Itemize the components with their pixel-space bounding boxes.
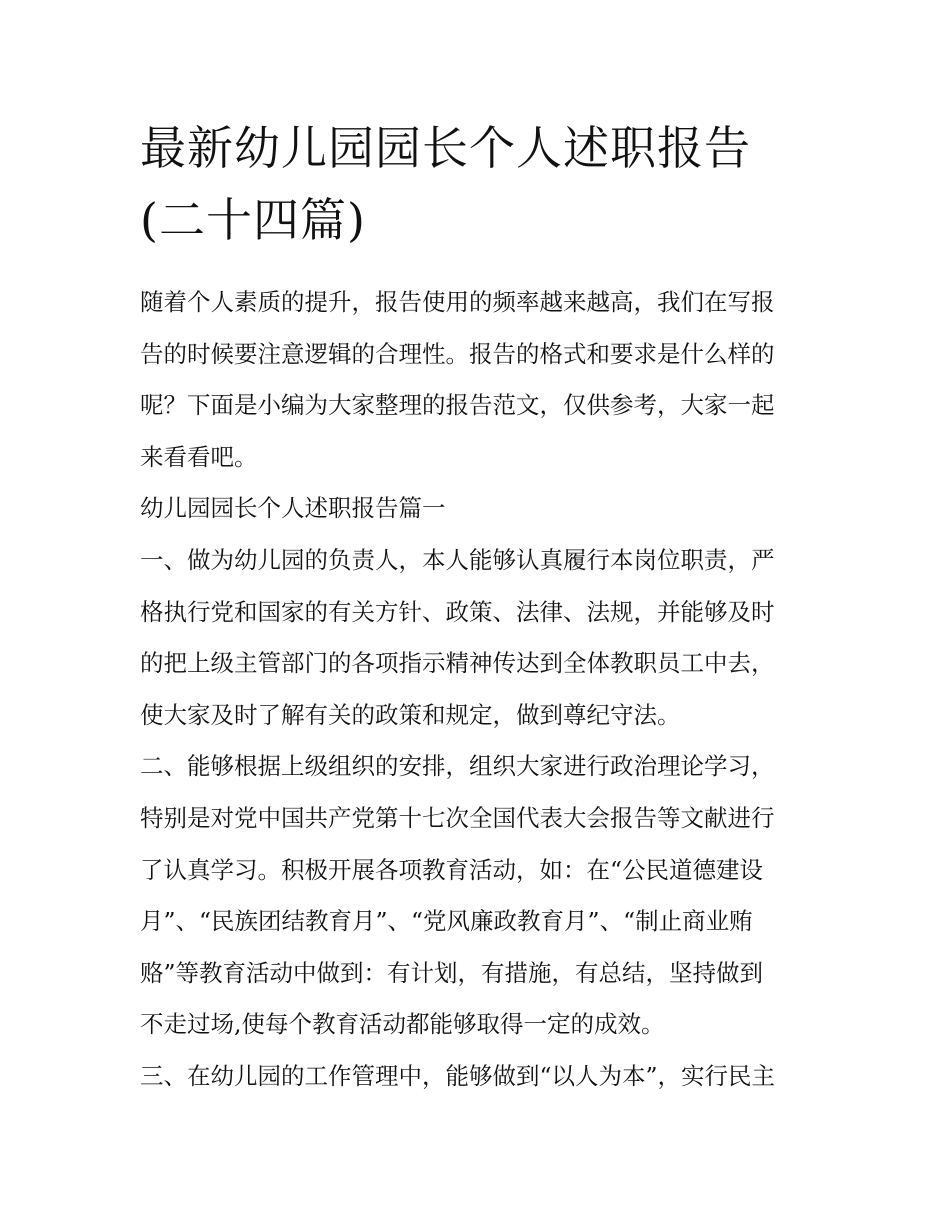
body-line: 使大家及时了解有关的政策和规定，做到尊纪守法。 [140, 700, 681, 729]
section-heading: 幼儿园园长个人述职报告篇一 [140, 494, 446, 523]
body-line: 了认真学习。积极开展各项教育活动，如：在“公民道德建设 [140, 855, 764, 884]
body-line: 二、能够根据上级组织的安排，组织大家进行政治理论学习， [140, 752, 775, 781]
body-line: 一、做为幼儿园的负责人，本人能够认真履行本岗位职责，严 [140, 545, 775, 574]
title-line-2: (二十四篇) [140, 193, 366, 247]
body-line: 随着个人素质的提升，报告使用的频率越来越高，我们在写报 [140, 288, 775, 316]
body-line: 来看看吧。 [140, 442, 258, 471]
body-line: 的把上级主管部门的各项指示精神传达到全体教职员工中去， [140, 649, 775, 678]
body-line: 格执行党和国家的有关方针、政策、法律、法规，并能够及时 [140, 597, 775, 626]
document-title [140, 112, 820, 256]
body-line: 特别是对党中国共产党第十七次全国代表大会报告等文献进行 [140, 803, 775, 832]
document-body [140, 282, 820, 1108]
body-line: 赂”等教育活动中做到：有计划，有措施，有总结，坚持做到 [140, 958, 764, 987]
body-line: 月”、“民族团结教育月”、“党风廉政教育月”、“制止商业贿 [140, 907, 753, 936]
body-line: 告的时候要注意逻辑的合理性。报告的格式和要求是什么样的 [140, 339, 775, 368]
body-line: 呢？下面是小编为大家整理的报告范文，仅供参考，大家一起 [140, 391, 775, 420]
body-line: 不走过场,使每个教育活动都能够取得一定的成效。 [140, 1010, 665, 1039]
body-line: 三、在幼儿园的工作管理中，能够做到“以人为本”，实行民主 [140, 1061, 776, 1090]
title-line-1: 最新幼儿园园长个人述职报告 [140, 121, 751, 175]
